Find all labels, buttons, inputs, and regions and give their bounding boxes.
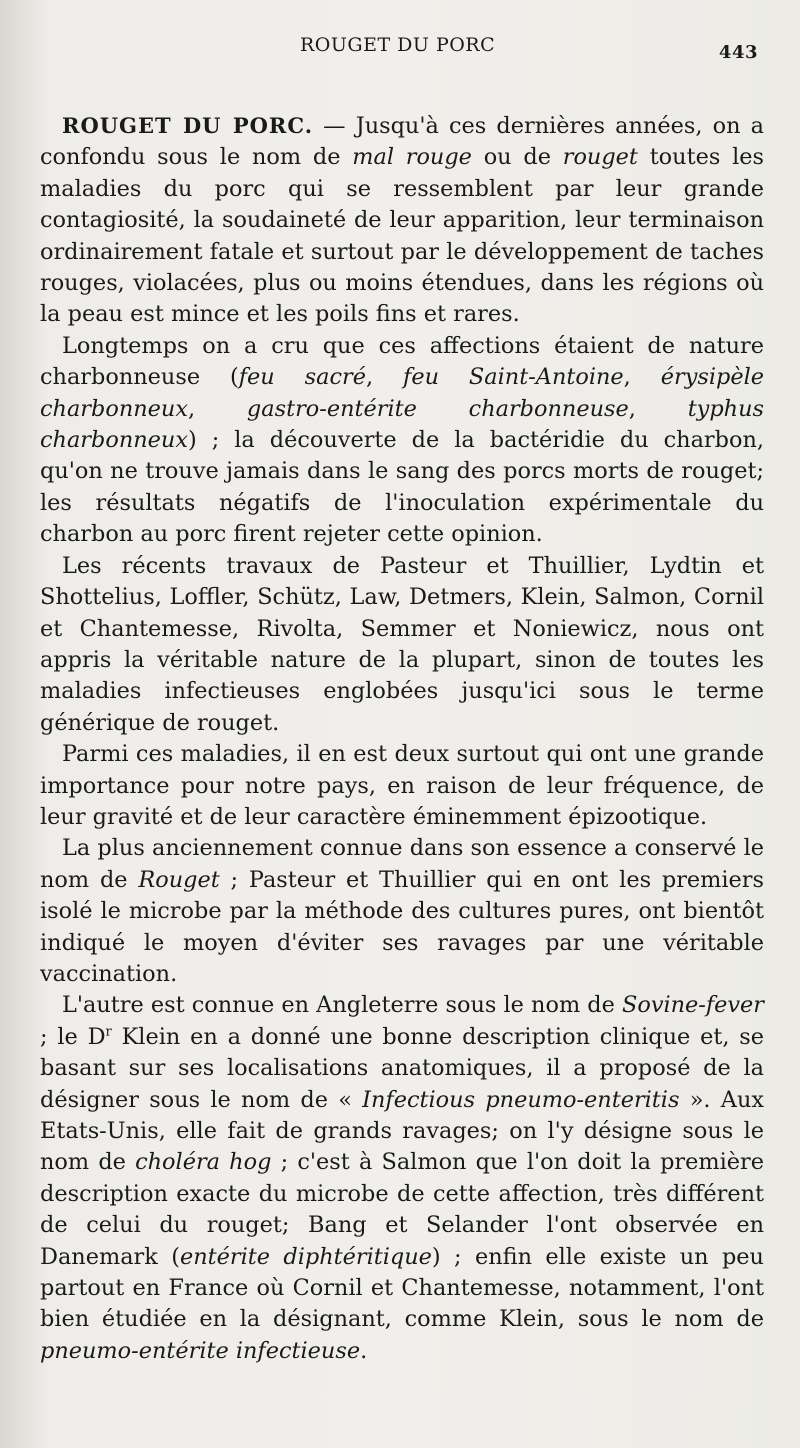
paragraph-2: Longtemps on a cru que ces affections étaient de nature charbonneuse (feu sacré, feu Saint-Antoine, érysipèle charbonneux, gastro-entérite charbonneuse, typhus charbonneux) ; la découverte de la bactéridie du charbon, qu'on ne trouve jamais dans le sang des porcs morts de rouget; les résultats négatifs de l'inoculation expérimentale du charbon au porc firent rejeter cette opinion. xyxy=(40,332,764,548)
body-text xyxy=(40,110,764,1367)
page-header xyxy=(0,34,800,64)
paragraph-6: L'autre est connue en Angleterre sous le nom de Sovine-fever ; le $D^r$ Klein en a donné une bonne description clinique et, se basant sur ses localisations anatomiques, il a proposé de la désigner sous le nom de « Infectious pneumo-enteritis ». Aux Etats-Unis, elle fait de grands ravages; on l'y désigne sous le nom de choléra hog ; c'est à Salmon que l'on doit la première description exacte du microbe de cette affection, très différent de celui du rouget; Bang et Selander l'ont observée en Danemark (entérite diphtéritique) ; enfin elle existe un peu partout en France où Cornil et Chantemesse, notamment, l'ont bien étudiée en la désignant, comme Klein, sous le nom de pneumo-entérite infectieuse. xyxy=(40,992,765,1364)
article-heading: ROUGET DU PORC. xyxy=(62,113,314,138)
page-number: 443 xyxy=(718,42,758,63)
paragraph-5: La plus anciennement connue dans son essence a conservé le nom de Rouget ; Pasteur et Thuillier qui en ont les premiers isolé le microbe par la méthode des cultures pures, ont bientôt indiqué le moyen d'éviter ses ravages par une véritable vaccination. xyxy=(40,835,764,987)
paragraph-4: Parmi ces maladies, il en est deux surtout qui ont une grande importance pour notre pays, en raison de leur fréquence, de leur gravité et de leur caractère éminemment épizootique. xyxy=(40,741,764,830)
paragraph-3: Les récents travaux de Pasteur et Thuillier, Lydtin et Shottelius, Loffler, Schütz, Law, Detmers, Klein, Salmon, Cornil et Chantemesse, Rivolta, Semmer et Noniewicz, nous ont appris la véritable nature de la plupart, sinon de toutes les maladies infectieuses englobées jusqu'ici sous le terme générique de rouget. xyxy=(40,552,764,736)
paragraph-1: ROUGET DU PORC. — Jusqu'à ces dernières années, on a confondu sous le nom de mal rouge ou de rouget toutes les maladies du porc qui se ressemblent par leur grande contagiosité, la soudaineté de leur apparition, leur terminaison ordinairement fatale et surtout par le développement de taches rouges, violacées, plus ou moins étendues, dans les régions où la peau est mince et les poils fins et rares. xyxy=(40,113,764,328)
running-head: ROUGET DU PORC xyxy=(300,34,496,56)
